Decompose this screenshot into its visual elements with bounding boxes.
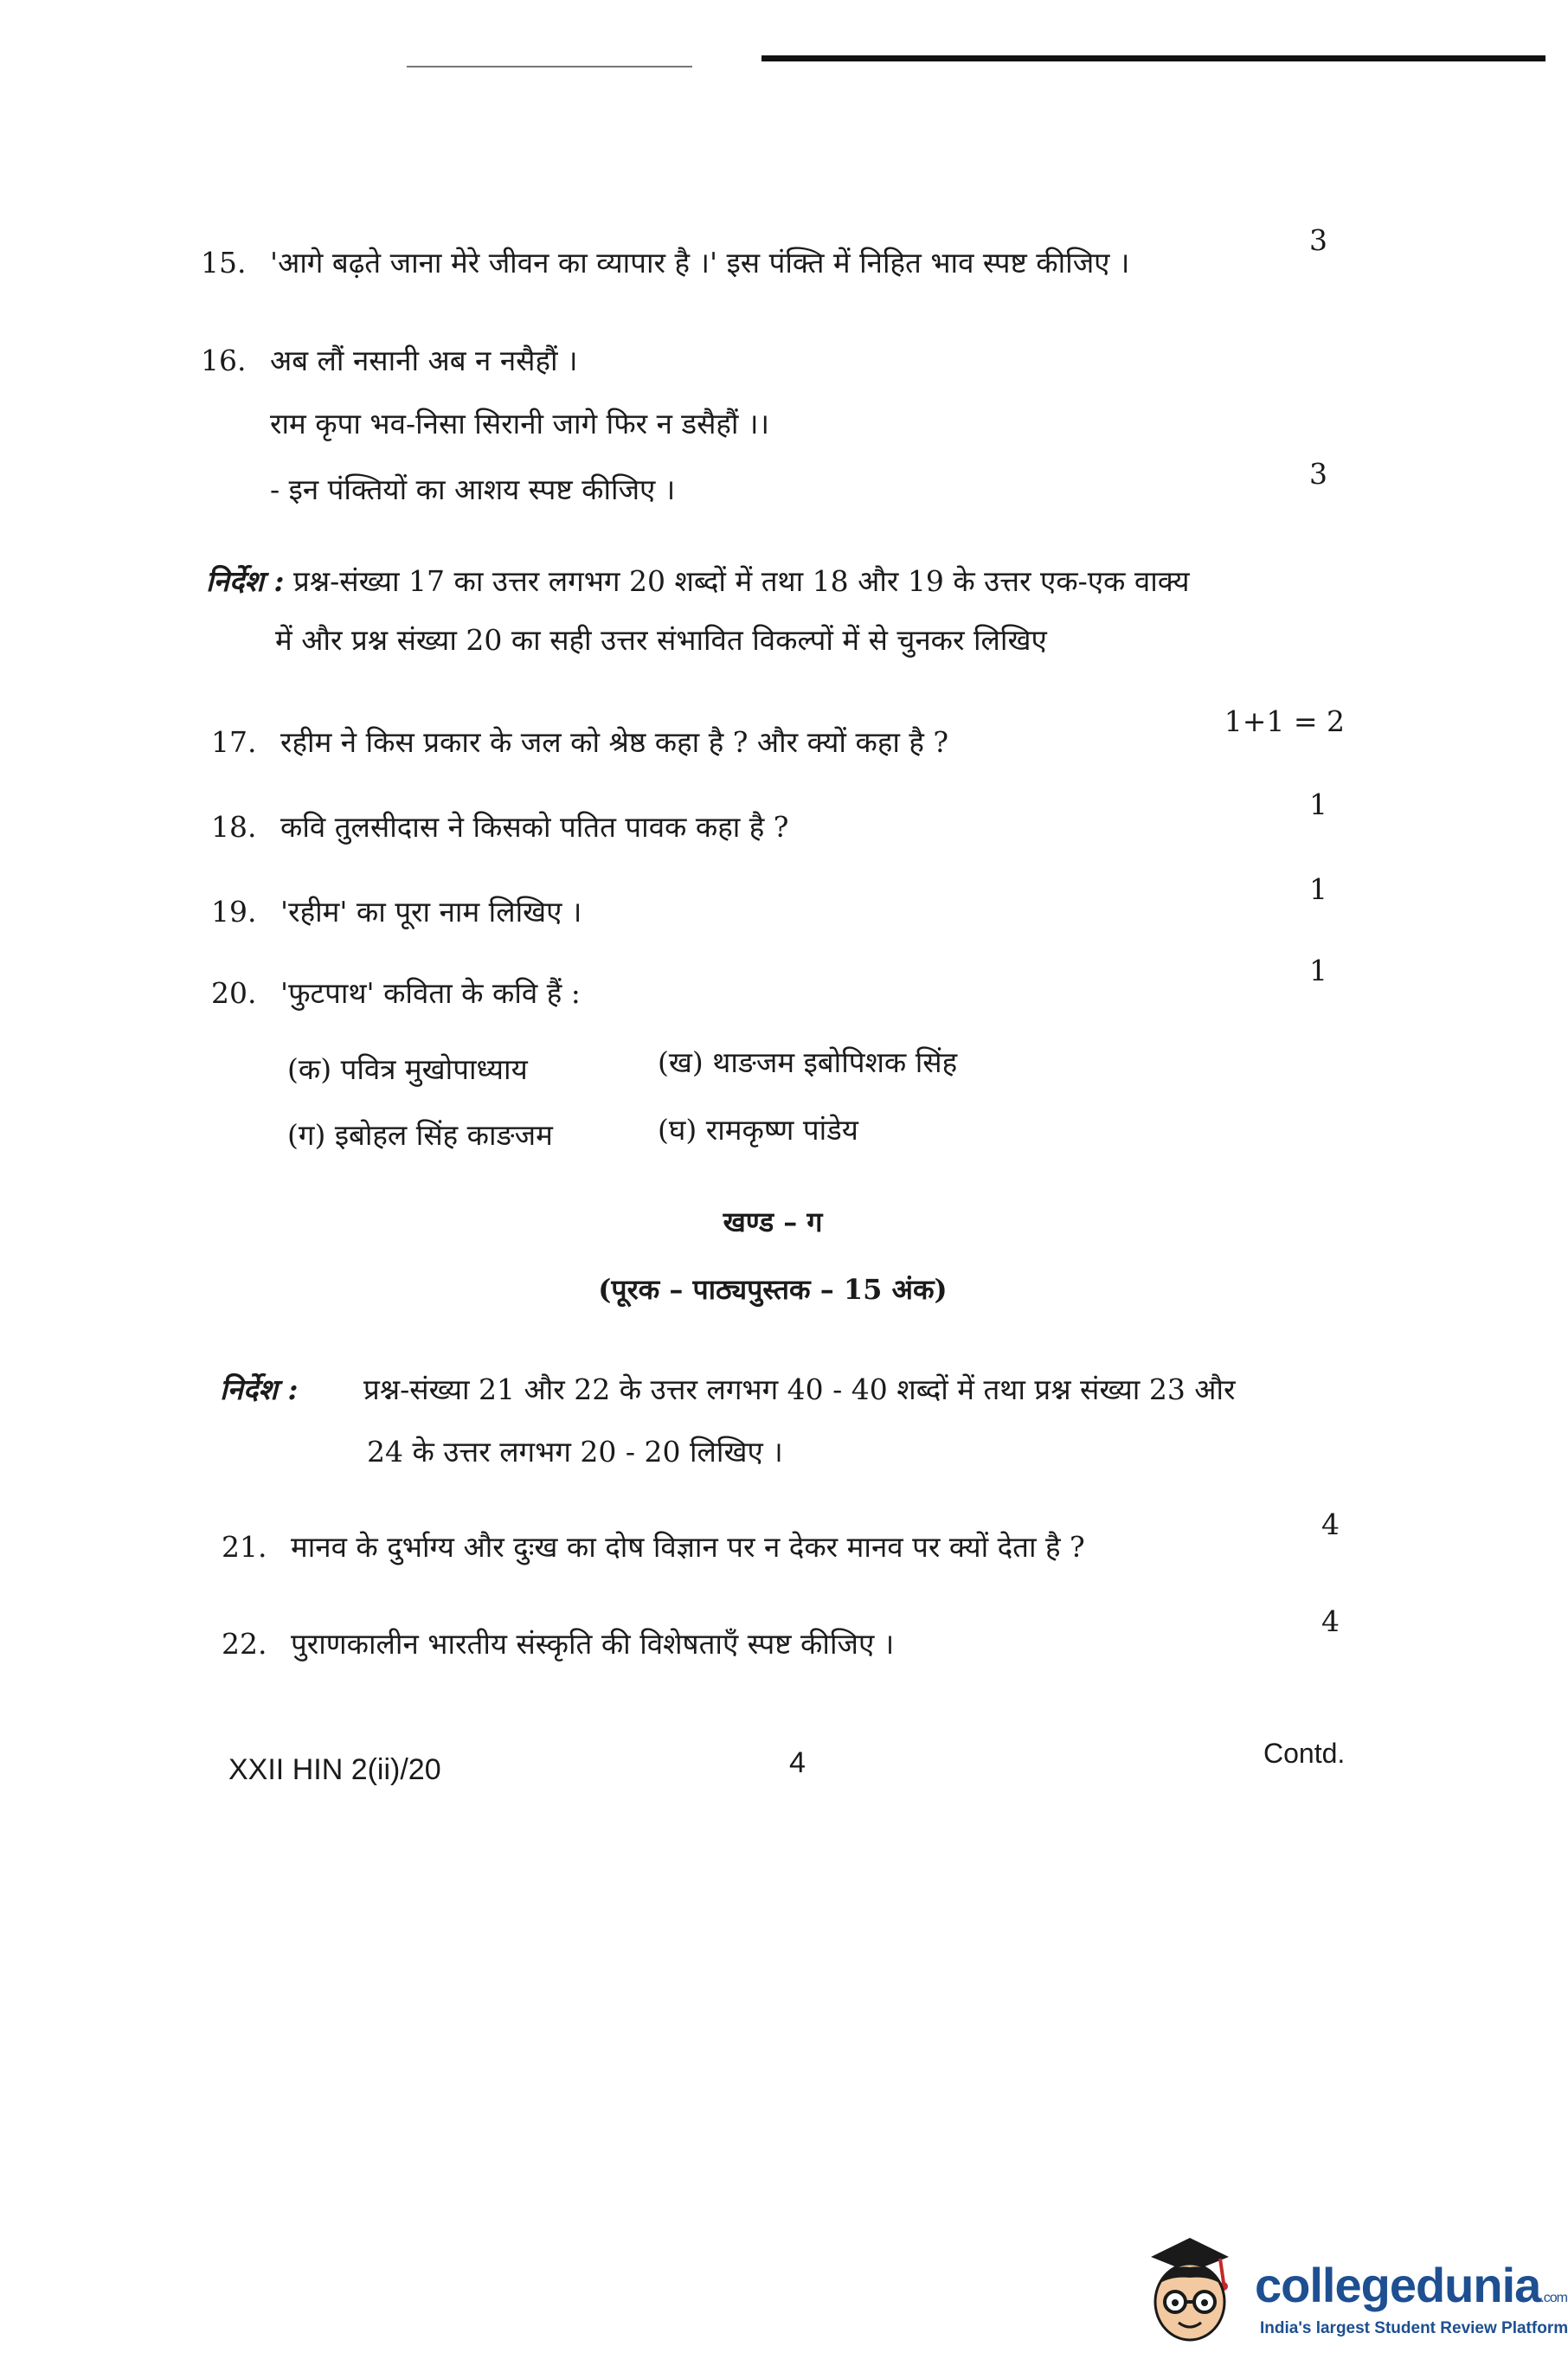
question-number: 21. [222,1530,267,1564]
instruction-1-line-2: में और प्रश्न संख्या 20 का सही उत्तर संभावित विकल्पों में से चुनकर लिखिए [275,623,1047,657]
instruction-2 [220,1371,1236,1409]
mascot-icon [1134,2222,1246,2352]
question-16 [201,342,578,380]
question-number: 22. [222,1627,267,1661]
question-number: 20. [211,976,257,1010]
page-number: 4 [789,1746,806,1779]
top-edge-rule [762,55,1546,61]
paper-code: XXII HIN 2(ii)/20 [228,1753,441,1786]
section-subtitle: (पूरक – पाठ्यपुस्तक – 15 अंक) [598,1273,948,1306]
question-20 [211,974,581,1012]
option-ka: (क) पवित्र मुखोपाध्याय [287,1052,528,1086]
question-18-marks: 1 [1309,787,1327,821]
question-text: 'रहीम' का पूरा नाम लिखिए । [280,895,582,929]
question-text: 'फुटपाथ' कविता के कवि हैं : [280,976,581,1010]
question-text: मानव के दुर्भाग्य और दुःख का दोष विज्ञान पर न देकर मानव पर क्यों देता है ? [291,1530,1085,1564]
question-16-marks: 3 [1309,457,1327,491]
question-16-line-3: - इन पंक्तियों का आशय स्पष्ट कीजिए । [270,472,676,506]
question-21-marks: 4 [1321,1507,1340,1541]
question-19-marks: 1 [1309,872,1327,906]
instruction-2-line-2: 24 के उत्तर लगभग 20 - 20 लिखिए । [367,1435,783,1469]
question-text: 'आगे बढ़ते जाना मेरे जीवन का व्यापार है ।' इस पंक्ति में निहित भाव स्पष्ट कीजिए । [270,246,1130,280]
brand-tld: .com [1540,2291,1567,2305]
question-text: रहीम ने किस प्रकार के जल को श्रेष्ठ कहा है ? और क्यों कहा है ? [280,725,949,759]
instruction-1 [206,562,1190,601]
question-number: 19. [211,895,257,929]
question-15-marks: 3 [1309,223,1327,257]
brand-name: collegedunia [1255,2258,1541,2312]
question-number: 16. [201,344,247,377]
contd-label: Contd. [1263,1738,1346,1769]
brand-tagline: India's largest Student Review Platform [1260,2319,1568,2337]
top-edge-rule-thin [407,66,692,67]
option-gha: (घ) रामकृष्ण पांडेय [658,1113,858,1147]
instruction-line-1: प्रश्न-संख्या 21 और 22 के उत्तर लगभग 40 - 40 शब्दों में तथा प्रश्न संख्या 23 और [363,1372,1236,1406]
instruction-label: निर्देश : [220,1372,299,1406]
question-text: कवि तुलसीदास ने किसको पतित पावक कहा है ? [280,810,789,844]
question-22 [222,1625,894,1663]
question-number: 18. [211,810,257,844]
question-19 [211,893,582,931]
section-title: खण्ड – ग [723,1205,823,1238]
question-text-line-1: अब लौं नसानी अब न नसैहौं । [270,344,578,377]
question-15 [201,244,1129,282]
question-number: 15. [201,246,247,280]
question-number: 17. [211,725,257,759]
option-kha: (ख) थाङजम इबोपिशक सिंह [658,1045,958,1079]
question-17-marks: 1+1 = 2 [1224,704,1345,738]
instruction-line-1: प्रश्न-संख्या 17 का उत्तर लगभग 20 शब्दों में तथा 18 और 19 के उत्तर एक-एक वाक्य [293,564,1190,598]
option-ga: (ग) इबोहल सिंह काङजम [287,1118,553,1152]
question-22-marks: 4 [1321,1604,1340,1638]
collegedunia-watermark [1134,2222,1568,2359]
question-18 [211,808,789,846]
question-16-line-2: राम कृपा भव-निसा सिरानी जागे फिर न डसैहौं ।। [270,407,769,440]
question-20-marks: 1 [1309,954,1327,987]
question-21 [222,1528,1085,1566]
instruction-label: निर्देश : [206,564,285,598]
question-17 [211,723,948,762]
question-text: पुराणकालीन भारतीय संस्कृति की विशेषताएँ स्पष्ट कीजिए । [291,1627,895,1661]
